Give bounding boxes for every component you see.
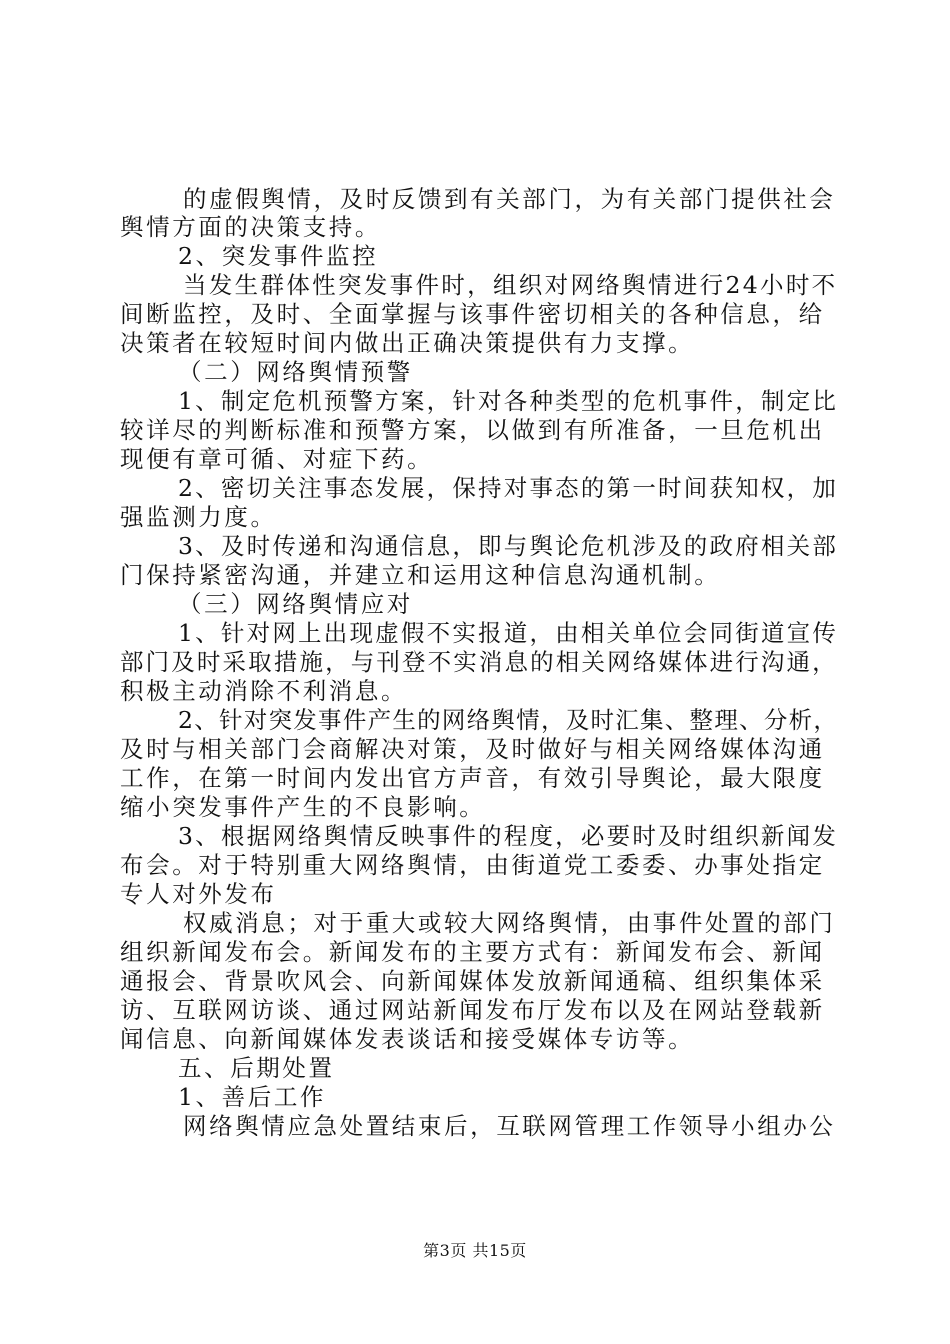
- page-footer: 第3页 共15页: [423, 1241, 527, 1260]
- text-line: 及时与相关部门会商解决对策，及时做好与相关网络媒体沟通: [120, 735, 825, 763]
- text-line: 权威消息；对于重大或较大网络舆情，由事件处置的部门: [183, 909, 836, 937]
- text-line: 网络舆情应急处置结束后，互联网管理工作领导小组办公: [183, 1112, 836, 1140]
- text-line: 通报会、背景吹风会、向新闻媒体发放新闻通稿、组织集体采: [120, 967, 825, 995]
- text-line: 访、互联网访谈、通过网站新闻发布厅发布以及在网站登载新: [120, 996, 825, 1024]
- text-line: 决策者在较短时间内做出正确决策提供有力支撑。: [120, 329, 695, 357]
- text-line: 布会。对于特别重大网络舆情，由街道党工委委、办事处指定: [120, 851, 825, 879]
- text-line: 强监测力度。: [120, 503, 277, 531]
- text-line: 间断监控，及时、全面掌握与该事件密切相关的各种信息，给: [120, 300, 825, 328]
- text-line: 门保持紧密沟通，并建立和运用这种信息沟通机制。: [120, 561, 721, 589]
- text-line: 较详尽的判断标准和预警方案，以做到有所准备，一旦危机出: [120, 416, 825, 444]
- text-line: 舆情方面的决策支持。: [120, 213, 381, 241]
- text-line: 积极主动消除不利消息。: [120, 677, 408, 705]
- text-line: 1、针对网上出现虚假不实报道，由相关单位会同街道宣传: [178, 619, 839, 647]
- text-line: 2、突发事件监控: [178, 242, 379, 270]
- text-line: 1、善后工作: [178, 1083, 327, 1111]
- text-line: 闻信息、向新闻媒体发表谈话和接受媒体专访等。: [120, 1025, 695, 1053]
- text-line: 当发生群体性突发事件时，组织对网络舆情进行24小时不: [183, 271, 838, 299]
- text-line: 缩小突发事件产生的不良影响。: [120, 793, 486, 821]
- text-line: 的虚假舆情，及时反馈到有关部门，为有关部门提供社会: [183, 185, 836, 213]
- text-line: 2、密切关注事态发展，保持对事态的第一时间获知权，加: [178, 474, 839, 502]
- text-line: 3、及时传递和沟通信息，即与舆论危机涉及的政府相关部: [178, 532, 839, 560]
- text-line: 工作，在第一时间内发出官方声音，有效引导舆论，最大限度: [120, 764, 825, 792]
- text-line: 组织新闻发布会。新闻发布的主要方式有：新闻发布会、新闻: [120, 938, 825, 966]
- text-line: 专人对外发布: [120, 880, 277, 908]
- text-line: 1、制定危机预警方案，针对各种类型的危机事件，制定比: [178, 387, 839, 415]
- text-line: 现便有章可循、对症下药。: [120, 445, 434, 473]
- text-line: （三）网络舆情应对: [178, 590, 413, 618]
- text-line: 2、针对突发事件产生的网络舆情，及时汇集、整理、分析，: [178, 706, 839, 734]
- text-line: 3、根据网络舆情反映事件的程度，必要时及时组织新闻发: [178, 822, 839, 850]
- text-line: 五、后期处置: [178, 1054, 335, 1082]
- text-line: （二）网络舆情预警: [178, 358, 413, 386]
- text-line: 部门及时采取措施，与刊登不实消息的相关网络媒体进行沟通，: [120, 648, 838, 676]
